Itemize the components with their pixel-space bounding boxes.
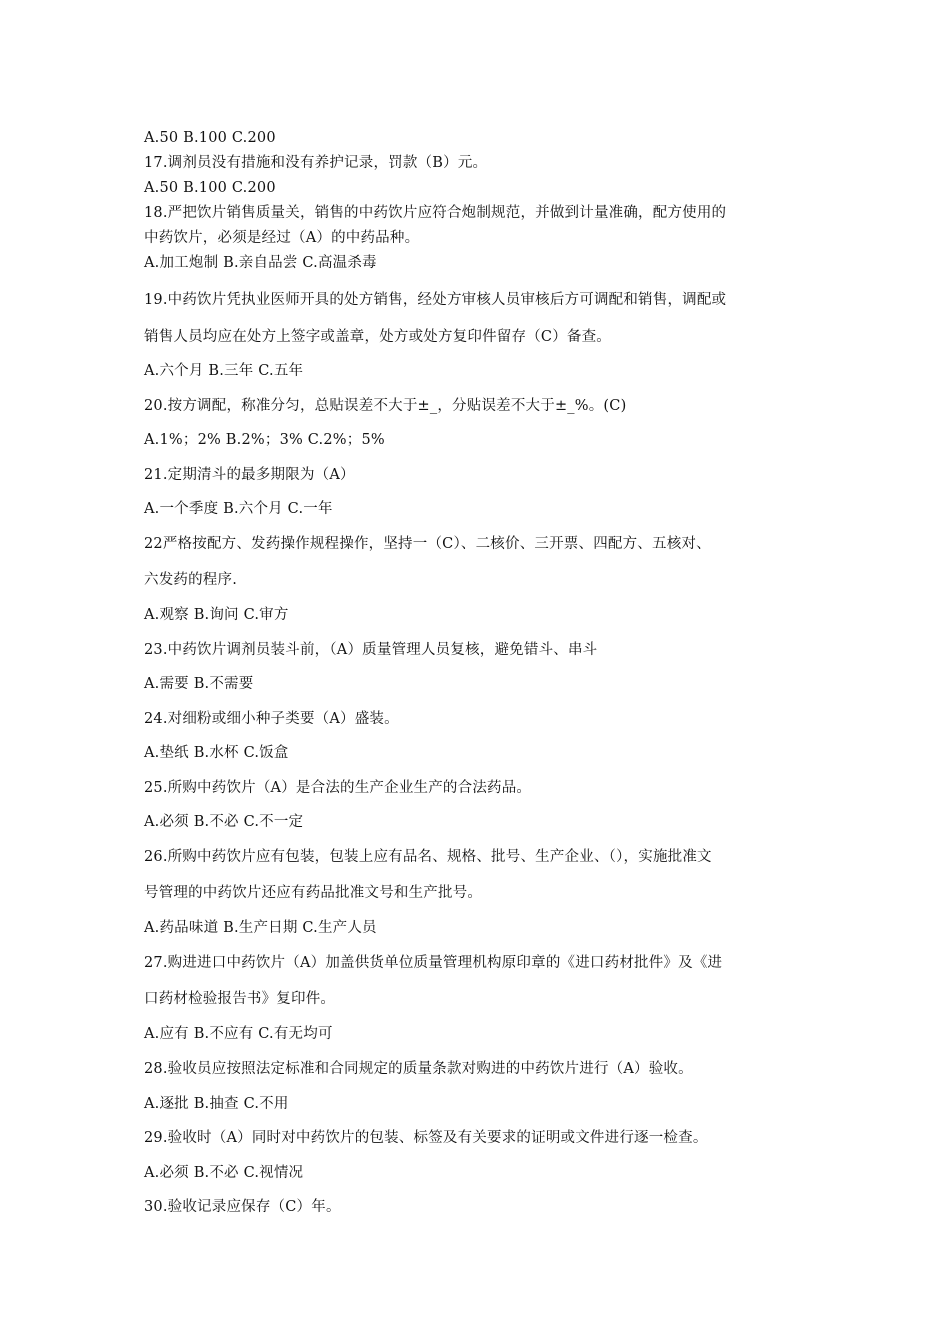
answer-options-17: A.50 B.100 C.200 xyxy=(144,180,276,196)
answer-options-25: A.必须 B.不必 C.不一定 xyxy=(144,814,304,830)
question-19-line-1: 19.中药饮片凭执业医师开具的处方销售，经处方审核人员审核后方可调配和销售，调配或 xyxy=(144,292,727,308)
answer-options-29: A.必须 B.不必 C.视情况 xyxy=(144,1165,304,1181)
question-18-line-1: 18.严把饮片销售质量关，销售的中药饮片应符合炮制规范，并做到计量准确，配方使用的 xyxy=(144,205,727,221)
answer-options-24: A.垫纸 B.水杯 C.饭盒 xyxy=(144,745,289,761)
question-28: 28.验收员应按照法定标准和合同规定的质量条款对购进的中药饮片进行（A）验收。 xyxy=(144,1061,693,1077)
answer-options-19: A.六个月 B.三年 C.五年 xyxy=(144,363,304,379)
question-19-line-2: 销售人员均应在处方上签字或盖章，处方或处方复印件留存（C）备查。 xyxy=(144,329,611,345)
question-27-line-2: 口药材检验报告书》复印件。 xyxy=(144,991,336,1007)
answer-options-23: A.需要 B.不需要 xyxy=(144,676,254,692)
question-30: 30.验收记录应保存（C）年。 xyxy=(144,1199,341,1215)
question-21: 21.定期清斗的最多期限为（A） xyxy=(144,467,355,483)
question-22-line-1: 22严格按配方、发药操作规程操作，坚持一（C）、二核价、三开票、四配方、五核对、 xyxy=(144,536,711,552)
question-17: 17.调剂员没有措施和没有养护记录，罚款（B）元。 xyxy=(144,155,488,171)
question-27-line-1: 27.购进进口中药饮片（A）加盖供货单位质量管理机构原印章的《进口药材批件》及《进 xyxy=(144,955,723,971)
answer-options-27: A.应有 B.不应有 C.有无均可 xyxy=(144,1026,333,1042)
question-20: 20.按方调配，称准分匀，总贴误差不大于±_，分贴误差不大于±_%。(C) xyxy=(144,398,627,414)
question-29: 29.验收时（A）同时对中药饮片的包装、标签及有关要求的证明或文件进行逐一检查。 xyxy=(144,1130,708,1146)
answer-options-16: A.50 B.100 C.200 xyxy=(144,130,276,146)
answer-options-28: A.逐批 B.抽查 C.不用 xyxy=(144,1096,289,1112)
question-24: 24.对细粉或细小种子类要（A）盛装。 xyxy=(144,711,399,727)
answer-options-20: A.1%；2% B.2%；3% C.2%；5% xyxy=(144,432,385,448)
question-26-line-2: 号管理的中药饮片还应有药品批准文号和生产批号。 xyxy=(144,885,483,901)
answer-options-21: A.一个季度 B.六个月 C.一年 xyxy=(144,501,333,517)
question-25: 25.所购中药饮片（A）是合法的生产企业生产的合法药品。 xyxy=(144,780,532,796)
answer-options-22: A.观察 B.询问 C.审方 xyxy=(144,607,289,623)
answer-options-18: A.加工炮制 B.亲自品尝 C.高温杀毒 xyxy=(144,255,377,271)
answer-options-26: A.药品味道 B.生产日期 C.生产人员 xyxy=(144,920,377,936)
question-18-line-2: 中药饮片，必须是经过（A）的中药品种。 xyxy=(144,230,420,246)
question-22-line-2: 六发药的程序. xyxy=(144,572,238,588)
question-23: 23.中药饮片调剂员装斗前，（A）质量管理人员复核，避免错斗、串斗 xyxy=(144,642,598,658)
question-26-line-1: 26.所购中药饮片应有包装，包装上应有品名、规格、批号、生产企业、（），实施批准文 xyxy=(144,849,712,865)
